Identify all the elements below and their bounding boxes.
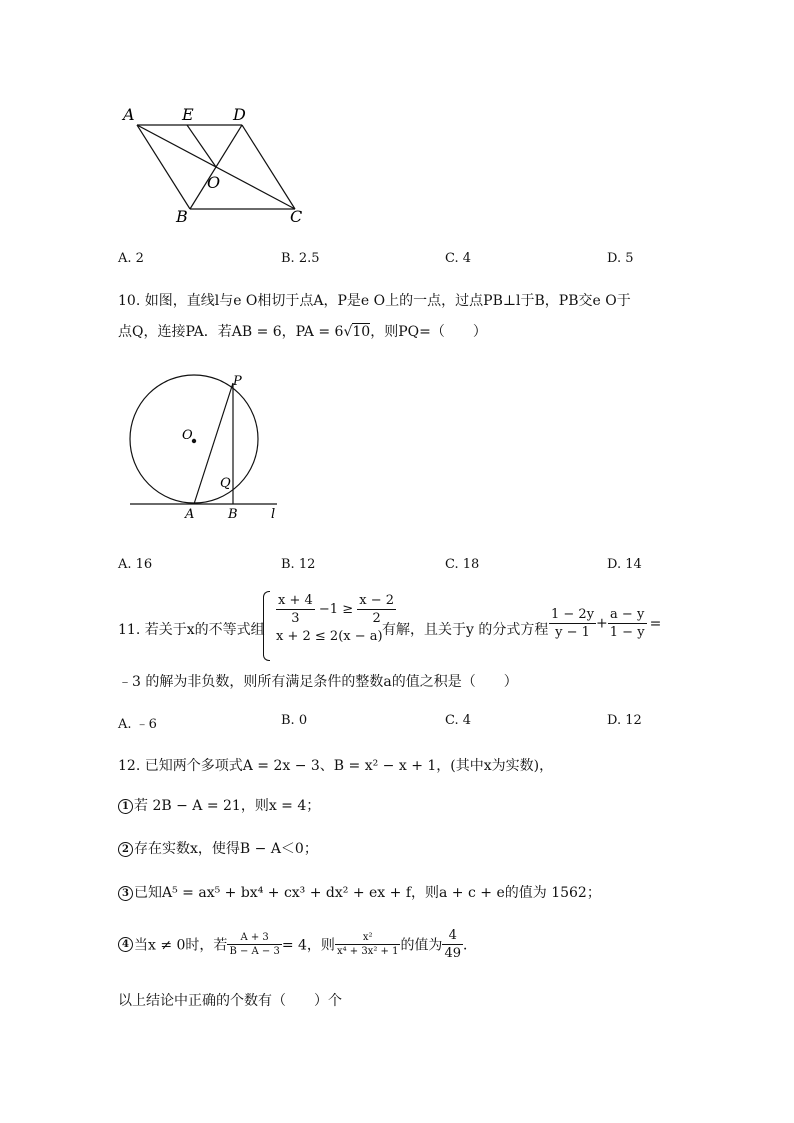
label-B2: B <box>228 507 238 522</box>
q10-option-a: A. 16 <box>118 557 153 572</box>
label-C: C <box>290 207 303 226</box>
item4-f3-num: 4 <box>442 927 463 945</box>
q12-item4-d: ． <box>462 937 477 954</box>
q9-option-a: A. 2 <box>118 251 144 266</box>
q11-option-b: B. 0 <box>281 713 308 728</box>
parallelogram-figure <box>112 98 332 230</box>
q12-item4-b: = 4，则 <box>281 937 335 954</box>
item-number-3: 3 <box>118 886 133 901</box>
q11-equation <box>549 606 661 641</box>
q11-option-a: A. ﹣6 <box>118 717 157 732</box>
item-number-1: 1 <box>118 799 133 814</box>
label-A: A <box>123 105 135 124</box>
q9-option-d: D. 5 <box>607 251 634 266</box>
q12-item3-text: 已知A⁵ = ax⁵ + bx⁴ + cx³ + dx² + ex + f，则a + c + e的值为 1562； <box>134 885 601 901</box>
q12-item2 <box>118 838 318 858</box>
ineq1-left-num: x + 4 <box>278 593 313 608</box>
q12-item1-text: 若 2B − A = 21，则x = 4； <box>134 798 321 814</box>
q11-line2: ﹣3 的解为非负数，则所有满足条件的整数a的值之积是（ ） <box>118 674 518 690</box>
item-number-2: 2 <box>118 842 133 857</box>
label-l: l <box>271 507 276 522</box>
sqrt-symbol: √ <box>343 324 353 340</box>
q10-line2-a: 点Q，连接PA．若AB = 6，PA = 6 <box>118 324 344 340</box>
q9-option-c: C. 4 <box>445 251 472 266</box>
q11-brace <box>263 591 270 661</box>
q10-line2 <box>118 321 487 341</box>
label-P: P <box>233 374 242 389</box>
ineq1-right-num: x − 2 <box>359 593 395 608</box>
q12-item3 <box>118 882 601 902</box>
q12-item1 <box>118 795 320 815</box>
q10-line2-b: ，则PQ=（ ） <box>370 324 487 340</box>
item4-f2-num: x² <box>335 931 401 945</box>
item-number-4: 4 <box>118 937 133 952</box>
eq-f2-num: a − y <box>608 606 647 624</box>
q12-item4-a: 当x ≠ 0时，若 <box>134 937 228 954</box>
ineq1-mid: −1 ≥ <box>318 602 354 617</box>
label-D: D <box>233 105 246 124</box>
ineq1-right-den: 2 <box>372 611 381 626</box>
q9-option-b: B. 2.5 <box>281 251 320 266</box>
label-A2: A <box>185 507 195 522</box>
label-Q: Q <box>220 476 231 491</box>
q12-stem: 12. 已知两个多项式A = 2x − 3、B = x² − x + 1，(其中x为实数)， <box>118 758 554 774</box>
q11-system <box>276 592 396 644</box>
q12-item4-c: 的值为 <box>400 937 443 954</box>
ineq1-left-den: 3 <box>291 611 300 626</box>
circle-tangent-figure <box>125 370 285 522</box>
eq-f1-den: y − 1 <box>555 625 590 640</box>
q11-pre: 11. 若关于x的不等式组 <box>118 622 265 638</box>
q10-option-b: B. 12 <box>281 557 316 572</box>
item4-f1-den: B − A − 3 <box>229 946 280 957</box>
q11-option-c: C. 4 <box>445 713 472 728</box>
label-B: B <box>176 207 188 226</box>
item4-f2-den: x⁴ + 3x² + 1 <box>336 946 399 957</box>
label-O2: O <box>182 428 193 443</box>
label-O: O <box>207 173 221 192</box>
q11-ineq2: x + 2 ≤ 2(x − a) <box>276 629 383 644</box>
eq-f1-num: 1 − 2y <box>551 607 595 622</box>
q11-option-d: D. 12 <box>607 713 642 728</box>
q10-line1: 10. 如图，直线l与e O相切于点A，P是e O上的一点，过点PB⊥l于B，PB交e O于 <box>118 293 631 309</box>
q12-conclusion: 以上结论中正确的个数有（ ）个 <box>118 993 342 1009</box>
item4-f3-den: 49 <box>444 946 461 961</box>
eq-f2-den: 1 − y <box>609 625 645 640</box>
item4-f1-num: A + 3 <box>227 931 281 945</box>
q10-option-c: C. 18 <box>445 557 480 572</box>
q12-item2-text: 存在实数x，使得B − A＜0； <box>134 841 318 857</box>
q10-sqrt-value: 10 <box>352 324 371 340</box>
q10-option-d: D. 14 <box>607 557 642 572</box>
q11-mid: 有解，且关于y 的分式方程 <box>382 622 549 638</box>
q12-item4 <box>118 927 477 962</box>
eq-equals: = <box>649 615 662 632</box>
label-E: E <box>182 105 194 124</box>
eq-plus: + <box>596 615 608 632</box>
q11-ineq1 <box>276 592 396 627</box>
